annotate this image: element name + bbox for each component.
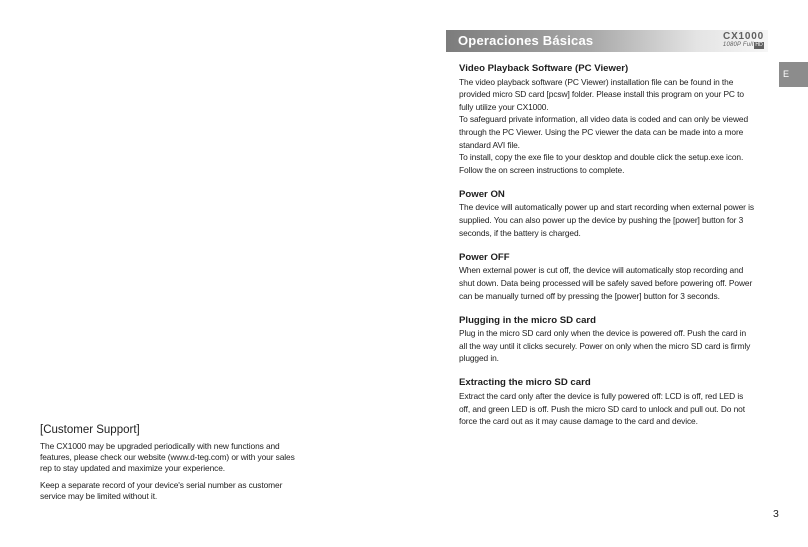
section-paragraph: The device will automatically power up and start recording when external power is supplied. You can also power up the device by pushing the [power] button for 3 seconds, if the battery is charged. <box>459 202 754 238</box>
section-header-bar <box>446 30 768 52</box>
section-heading: Extracting the micro SD card <box>459 377 591 389</box>
section-heading: Power ON <box>459 188 505 200</box>
section-extract-sd <box>459 377 755 427</box>
customer-support-paragraph: The CX1000 may be upgraded periodically with new functions and features, please check our website (www.d-teg.com) or with your sales rep to stay updated and maximize your experience. <box>40 441 295 474</box>
language-tab: E <box>779 62 808 87</box>
customer-support-paragraph: Keep a separate record of your device's serial number as customer service may be limited without it. <box>40 479 283 501</box>
section-plug-sd <box>459 315 755 365</box>
page-title: Operaciones Básicas <box>458 33 594 48</box>
section-paragraph: When external power is cut off, the device will automatically stop recording and shut down. Data being processed will be safely saved before powering off. Power can be manually turned off by pressing the [power] button for 3 seconds. <box>459 265 753 301</box>
section-paragraph: The video playback software (PC Viewer) installation file can be found in the provided micro SD card [pcsw] folder. Please install this program on your PC to fully utilize your CX1000. <box>459 76 744 112</box>
section-power-off <box>459 252 755 302</box>
customer-support-block <box>40 424 308 507</box>
product-logo <box>723 31 764 49</box>
logo-model: CX1000 <box>723 31 764 42</box>
page-number: 3 <box>773 508 779 520</box>
logo-hd-badge: HD <box>755 42 763 48</box>
section-paragraph: To install, copy the exe file to your desktop and double click the setup.exe icon. Follow the on screen instructions to complete. <box>459 152 744 175</box>
section-paragraph: To safeguard private information, all video data is coded and can only be viewed through the PC Viewer. Using the PC viewer the data can be made into a more standard AVI file. <box>459 114 749 150</box>
section-power-on <box>459 189 755 239</box>
section-heading: Video Playback Software (PC Viewer) <box>459 63 629 74</box>
section-heading: Power OFF <box>459 251 510 263</box>
section-heading: Plugging in the micro SD card <box>459 314 596 326</box>
customer-support-title: [Customer Support] <box>40 424 140 436</box>
section-paragraph: Extract the card only after the device is fully powered off: LCD is off, red LED is off, and green LED is off. Push the micro SD card to unlock and pull out. Do not force the card out as it may cause damage to the card and device. <box>459 391 745 427</box>
logo-resolution <box>723 42 764 49</box>
section-paragraph: Plug in the micro SD card only when the device is powered off. Push the card in all the way until it clicks securely. Power on only when the micro SD card is firmly plugged in. <box>459 328 751 364</box>
main-content <box>459 63 755 440</box>
logo-resolution-text: 1080P Full <box>722 42 754 48</box>
section-pc-viewer <box>459 63 755 176</box>
